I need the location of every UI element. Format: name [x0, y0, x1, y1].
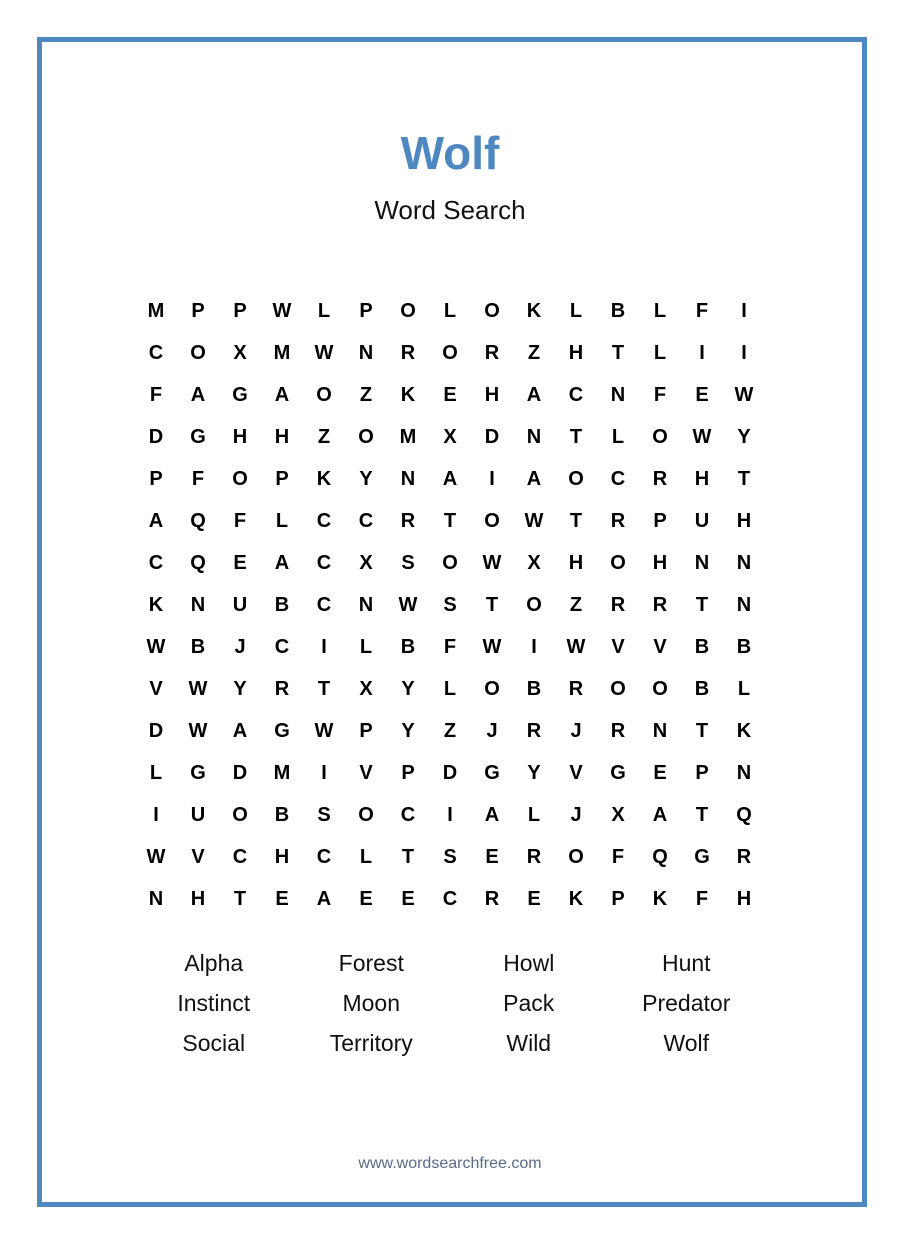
grid-letter: P: [275, 467, 289, 490]
grid-letter: O: [442, 551, 458, 574]
grid-letter: Y: [401, 677, 415, 700]
grid-letter: Y: [737, 425, 751, 448]
word-list-item: Territory: [329, 1030, 413, 1056]
grid-letter: R: [610, 719, 626, 742]
grid-letter: X: [359, 677, 373, 700]
grid-letter: I: [741, 299, 747, 322]
grid-letter: T: [485, 593, 499, 616]
grid-letter: I: [489, 467, 495, 490]
grid-letter: L: [149, 761, 163, 784]
grid-letter: C: [568, 383, 584, 406]
grid-letter: T: [695, 719, 709, 742]
grid-letter: R: [400, 509, 416, 532]
grid-letter: N: [148, 887, 164, 910]
grid-letter: N: [358, 593, 374, 616]
grid-letter: A: [274, 551, 290, 574]
grid-letter: B: [400, 635, 416, 658]
grid-letter: C: [316, 593, 332, 616]
grid-letter: E: [359, 887, 373, 910]
grid-letter: I: [699, 341, 705, 364]
grid-letter: V: [359, 761, 373, 784]
grid-letter: U: [232, 593, 248, 616]
grid-letter: Q: [736, 803, 752, 826]
grid-letter: A: [526, 383, 542, 406]
grid-letter: C: [232, 845, 248, 868]
grid-letter: V: [569, 761, 583, 784]
grid-letter: O: [484, 509, 500, 532]
grid-letter: Q: [190, 509, 206, 532]
word-list-item: Alpha: [184, 950, 244, 976]
grid-letter: A: [148, 509, 164, 532]
grid-letter: L: [737, 677, 751, 700]
grid-letter: Y: [401, 719, 415, 742]
grid-letter: K: [736, 719, 752, 742]
grid-letter: P: [695, 761, 709, 784]
grid-letter: N: [652, 719, 668, 742]
grid-letter: O: [190, 341, 206, 364]
grid-letter: I: [531, 635, 537, 658]
grid-letter: P: [359, 299, 373, 322]
grid-letter: L: [611, 425, 625, 448]
grid-letter: M: [273, 341, 291, 364]
grid-letter: G: [274, 719, 290, 742]
grid-letter: O: [610, 551, 626, 574]
grid-letter: Y: [359, 467, 373, 490]
grid-letter: H: [736, 509, 752, 532]
grid-letter: T: [695, 803, 709, 826]
grid-letter: L: [359, 635, 373, 658]
word-list-item: Howl: [503, 950, 555, 976]
grid-row: [135, 626, 765, 668]
word-list-item: Predator: [642, 990, 731, 1016]
grid-letter: X: [443, 425, 457, 448]
grid-letter: C: [148, 341, 164, 364]
grid-letter: L: [443, 677, 457, 700]
grid-letter: O: [526, 593, 542, 616]
grid-letter: B: [610, 299, 626, 322]
grid-letter: R: [610, 509, 626, 532]
grid-letter: J: [234, 635, 246, 658]
grid-letter: R: [568, 677, 584, 700]
grid-row: [135, 878, 765, 920]
grid-letter: H: [736, 887, 752, 910]
grid-letter: A: [232, 719, 248, 742]
grid-letter: O: [358, 425, 374, 448]
grid-letter: B: [526, 677, 542, 700]
grid-letter: P: [653, 509, 667, 532]
grid-letter: A: [526, 467, 542, 490]
grid-letter: O: [442, 341, 458, 364]
grid-letter: T: [611, 341, 625, 364]
grid-letter: I: [321, 635, 327, 658]
grid-row: [135, 836, 765, 878]
grid-letter: C: [148, 551, 164, 574]
grid-letter: P: [359, 719, 373, 742]
grid-letter: D: [148, 719, 164, 742]
grid-letter: W: [482, 551, 502, 574]
grid-letter: R: [736, 845, 752, 868]
grid-letter: M: [147, 299, 165, 322]
grid-letter: I: [153, 803, 159, 826]
grid-letter: O: [652, 425, 668, 448]
grid-letter: T: [443, 509, 457, 532]
grid-letter: E: [695, 383, 709, 406]
word-list-item: Moon: [342, 990, 401, 1016]
grid-letter: B: [274, 593, 290, 616]
grid-letter: Z: [443, 719, 457, 742]
grid-letter: Y: [233, 677, 247, 700]
grid-letter: T: [317, 677, 331, 700]
grid-letter: N: [694, 551, 710, 574]
grid-letter: L: [653, 341, 667, 364]
grid-row: [135, 794, 765, 836]
grid-letter: D: [148, 425, 164, 448]
grid-letter: X: [527, 551, 541, 574]
grid-letter: O: [358, 803, 374, 826]
grid-letter: J: [486, 719, 498, 742]
grid-letter: Q: [652, 845, 668, 868]
grid-letter: L: [527, 803, 541, 826]
grid-letter: D: [484, 425, 500, 448]
grid-letter: E: [485, 845, 499, 868]
grid-letter: I: [321, 761, 327, 784]
grid-letter: P: [401, 761, 415, 784]
grid-letter: L: [275, 509, 289, 532]
grid-letter: R: [526, 719, 542, 742]
grid-letter: F: [233, 509, 247, 532]
grid-row: [135, 500, 765, 542]
grid-row: [135, 710, 765, 752]
grid-letter: H: [232, 425, 248, 448]
grid-letter: O: [652, 677, 668, 700]
grid-letter: W: [734, 383, 754, 406]
grid-letter: U: [190, 803, 206, 826]
grid-letter: K: [568, 887, 584, 910]
word-list-item: Forest: [338, 950, 404, 976]
grid-letter: A: [484, 803, 500, 826]
grid-letter: N: [190, 593, 206, 616]
grid-letter: X: [359, 551, 373, 574]
grid-letter: W: [482, 635, 502, 658]
grid-letter: E: [233, 551, 247, 574]
grid-letter: K: [400, 383, 416, 406]
grid-letter: F: [695, 887, 709, 910]
grid-letter: N: [610, 383, 626, 406]
grid-letter: K: [148, 593, 164, 616]
grid-letter: V: [149, 677, 163, 700]
grid-letter: G: [694, 845, 710, 868]
grid-letter: P: [149, 467, 163, 490]
grid-letter: W: [146, 845, 166, 868]
grid-letter: B: [736, 635, 752, 658]
grid-letter: W: [272, 299, 292, 322]
grid-letter: G: [610, 761, 626, 784]
grid-letter: R: [484, 887, 500, 910]
grid-row: [135, 458, 765, 500]
grid-letter: V: [611, 635, 625, 658]
grid-letter: W: [524, 509, 544, 532]
grid-letter: K: [316, 467, 332, 490]
word-list-item: Wild: [506, 1030, 552, 1056]
grid-letter: O: [232, 467, 248, 490]
grid-letter: R: [610, 593, 626, 616]
grid-letter: S: [443, 845, 457, 868]
grid-letter: I: [741, 341, 747, 364]
grid-letter: F: [653, 383, 667, 406]
grid-letter: T: [569, 425, 583, 448]
grid-letter: H: [652, 551, 668, 574]
grid-letter: G: [484, 761, 500, 784]
grid-letter: B: [190, 635, 206, 658]
word-list-item: Social: [182, 1030, 246, 1056]
grid-letter: E: [443, 383, 457, 406]
grid-letter: N: [358, 341, 374, 364]
grid-letter: T: [737, 467, 751, 490]
grid-letter: W: [188, 677, 208, 700]
grid-row: [135, 668, 765, 710]
grid-letter: F: [611, 845, 625, 868]
grid-letter: G: [190, 425, 206, 448]
grid-letter: F: [695, 299, 709, 322]
grid-letter: C: [400, 803, 416, 826]
grid-letter: O: [484, 677, 500, 700]
letter-grid: [135, 290, 765, 920]
grid-letter: W: [188, 719, 208, 742]
grid-letter: S: [317, 803, 331, 826]
word-list-item: Wolf: [663, 1030, 710, 1056]
page-title: Wolf: [400, 127, 500, 179]
grid-row: [135, 584, 765, 626]
grid-row: [135, 290, 765, 332]
grid-letter: T: [569, 509, 583, 532]
grid-letter: C: [316, 551, 332, 574]
page-subtitle: Word Search: [374, 195, 526, 225]
grid-letter: A: [274, 383, 290, 406]
grid-letter: T: [695, 593, 709, 616]
grid-letter: C: [358, 509, 374, 532]
grid-letter: S: [443, 593, 457, 616]
grid-letter: D: [232, 761, 248, 784]
grid-letter: H: [568, 341, 584, 364]
grid-letter: H: [694, 467, 710, 490]
grid-letter: S: [401, 551, 415, 574]
footer-url[interactable]: www.wordsearchfree.com: [358, 1155, 542, 1172]
grid-letter: Q: [190, 551, 206, 574]
grid-letter: M: [399, 425, 417, 448]
grid-letter: N: [526, 425, 542, 448]
grid-row: [135, 332, 765, 374]
grid-letter: C: [274, 635, 290, 658]
grid-letter: W: [566, 635, 586, 658]
grid-letter: L: [359, 845, 373, 868]
grid-row: [135, 752, 765, 794]
grid-letter: E: [275, 887, 289, 910]
grid-letter: O: [610, 677, 626, 700]
grid-letter: L: [653, 299, 667, 322]
grid-letter: L: [569, 299, 583, 322]
grid-letter: M: [273, 761, 291, 784]
grid-letter: B: [694, 635, 710, 658]
grid-letter: F: [191, 467, 205, 490]
grid-letter: E: [653, 761, 667, 784]
grid-letter: Z: [527, 341, 541, 364]
grid-letter: W: [398, 593, 418, 616]
grid-letter: O: [568, 845, 584, 868]
grid-letter: O: [484, 299, 500, 322]
grid-letter: W: [692, 425, 712, 448]
grid-letter: C: [316, 845, 332, 868]
grid-letter: L: [443, 299, 457, 322]
grid-letter: L: [317, 299, 331, 322]
grid-letter: Z: [569, 593, 583, 616]
grid-letter: P: [233, 299, 247, 322]
grid-letter: B: [694, 677, 710, 700]
grid-letter: V: [191, 845, 205, 868]
grid-letter: A: [652, 803, 668, 826]
grid-row: [135, 542, 765, 584]
grid-letter: R: [484, 341, 500, 364]
word-list-item: Hunt: [661, 950, 711, 976]
grid-letter: X: [611, 803, 625, 826]
grid-letter: E: [527, 887, 541, 910]
grid-letter: C: [610, 467, 626, 490]
grid-letter: R: [652, 593, 668, 616]
grid-letter: C: [442, 887, 458, 910]
grid-letter: H: [190, 887, 206, 910]
grid-letter: P: [611, 887, 625, 910]
grid-letter: U: [694, 509, 710, 532]
grid-letter: A: [442, 467, 458, 490]
word-list: [135, 943, 765, 1063]
grid-letter: J: [570, 719, 582, 742]
grid-letter: F: [443, 635, 457, 658]
grid-letter: N: [400, 467, 416, 490]
grid-letter: I: [447, 803, 453, 826]
grid-letter: Z: [359, 383, 373, 406]
grid-letter: G: [190, 761, 206, 784]
grid-letter: D: [442, 761, 458, 784]
grid-letter: J: [570, 803, 582, 826]
grid-letter: T: [401, 845, 415, 868]
grid-letter: E: [401, 887, 415, 910]
grid-letter: W: [146, 635, 166, 658]
grid-letter: T: [233, 887, 247, 910]
grid-letter: A: [316, 887, 332, 910]
grid-letter: O: [568, 467, 584, 490]
word-list-item: Instinct: [177, 990, 251, 1016]
grid-letter: H: [274, 425, 290, 448]
word-list-item: Pack: [503, 990, 555, 1016]
grid-letter: O: [400, 299, 416, 322]
grid-letter: A: [190, 383, 206, 406]
grid-letter: X: [233, 341, 247, 364]
grid-letter: N: [736, 593, 752, 616]
grid-letter: K: [526, 299, 542, 322]
grid-row: [135, 374, 765, 416]
grid-letter: R: [274, 677, 290, 700]
grid-letter: V: [653, 635, 667, 658]
grid-letter: C: [316, 509, 332, 532]
grid-row: [135, 416, 765, 458]
grid-letter: N: [736, 761, 752, 784]
grid-letter: H: [484, 383, 500, 406]
grid-letter: Y: [527, 761, 541, 784]
grid-letter: K: [652, 887, 668, 910]
grid-letter: N: [736, 551, 752, 574]
grid-letter: O: [232, 803, 248, 826]
grid-letter: P: [191, 299, 205, 322]
grid-letter: W: [314, 341, 334, 364]
grid-letter: R: [652, 467, 668, 490]
grid-letter: Z: [317, 425, 331, 448]
grid-letter: R: [400, 341, 416, 364]
grid-letter: B: [274, 803, 290, 826]
grid-letter: F: [149, 383, 163, 406]
grid-letter: H: [568, 551, 584, 574]
grid-letter: R: [526, 845, 542, 868]
grid-letter: H: [274, 845, 290, 868]
grid-letter: G: [232, 383, 248, 406]
grid-letter: O: [316, 383, 332, 406]
grid-letter: W: [314, 719, 334, 742]
